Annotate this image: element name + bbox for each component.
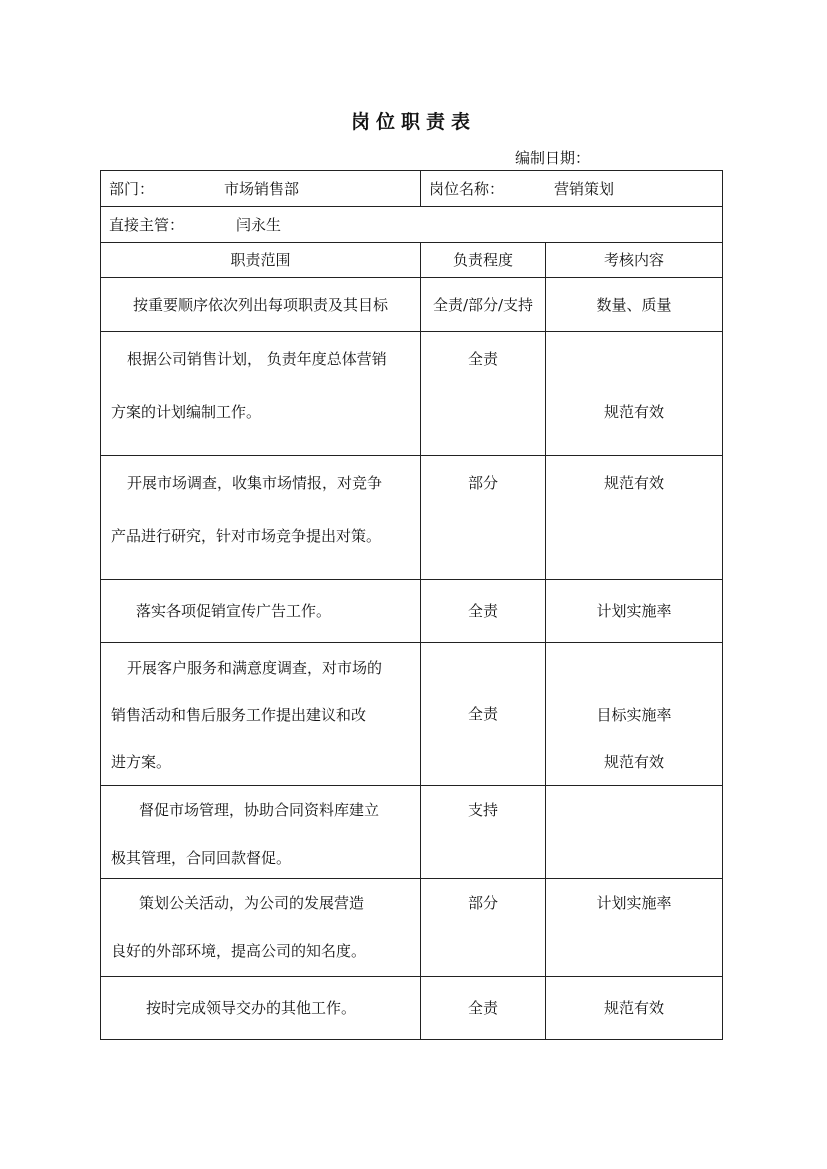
date-label: 编制日期： [515,149,591,167]
dept-row [101,171,723,207]
supervisor-value: 闫永生 [236,215,282,234]
degree-cell: 部分 [421,456,546,580]
scope-line: 方案的计划编制工作。 [111,403,262,421]
position-label: 岗位名称： [429,179,505,198]
check-cell: 计划实施率 [546,879,723,977]
scope-line: 销售活动和售后服务工作提出建议和改 [111,706,367,724]
check-cell: 规范有效 [546,977,723,1040]
table-row [101,977,723,1040]
supervisor-label: 直接主管： [109,215,185,234]
document-title: 岗位职责表 [350,111,476,133]
supervisor-cell [101,207,723,243]
scope-line: 开展市场调查，收集市场情报，对竞争 [127,474,383,492]
dept-cell [101,171,421,207]
column-header-scope: 职责范围 [101,243,421,278]
check-line: 规范有效 [603,753,664,771]
dept-value: 市场销售部 [224,179,300,198]
scope-line: 产品进行研究，针对市场竞争提出对策。 [111,527,382,545]
degree-cell: 全责 [421,580,546,643]
table-row [101,580,723,643]
note-degree: 全责/部分/支持 [421,278,546,332]
table-row [101,456,723,580]
supervisor-row [101,207,723,243]
column-header-row [101,243,723,278]
check-line: 规范有效 [603,403,664,421]
scope-line: 良好的外部环境，提高公司的知名度。 [111,942,367,960]
check-cell [546,643,723,786]
check-cell: 计划实施率 [546,580,723,643]
column-header-degree: 负责程度 [421,243,546,278]
column-header-check: 考核内容 [546,243,723,278]
scope-line: 落实各项促销宣传广告工作。 [136,602,332,620]
scope-line: 极其管理，合同回款督促。 [111,849,292,867]
table-row [101,332,723,456]
scope-line: 督促市场管理，协助合同资料库建立 [139,801,380,819]
scope-line: 开展客户服务和满意度调查，对市场的 [127,659,383,677]
scope-line: 策划公关活动，为公司的发展营造 [139,894,365,912]
note-row [101,278,723,332]
note-scope: 按重要顺序依次列出每项职责及其目标 [101,278,421,332]
check-line: 目标实施率 [596,706,672,724]
position-value: 营销策划 [554,179,615,198]
degree-cell: 全责 [421,643,546,786]
check-cell [546,332,723,456]
position-cell [421,171,723,207]
check-line: 规范有效 [603,474,664,492]
degree-cell: 支持 [421,786,546,879]
scope-line: 根据公司销售计划， 负责年度总体营销 [127,350,387,368]
scope-cell [101,580,421,643]
degree-cell: 部分 [421,879,546,977]
table-row [101,879,723,977]
note-check: 数量、质量 [546,278,723,332]
degree-cell: 全责 [421,332,546,456]
scope-cell [101,879,421,977]
check-cell [546,456,723,580]
scope-cell [101,643,421,786]
scope-line: 进方案。 [111,753,172,771]
scope-cell [101,977,421,1040]
scope-cell [101,786,421,879]
table-row [101,643,723,786]
scope-line: 按时完成领导交办的其他工作。 [146,999,357,1017]
table-row [101,786,723,879]
check-cell [546,786,723,879]
dept-label: 部门： [109,179,155,198]
check-line [546,349,722,402]
duty-table [100,170,723,1040]
scope-cell [101,332,421,456]
scope-cell [101,456,421,580]
degree-cell: 全责 [421,977,546,1040]
